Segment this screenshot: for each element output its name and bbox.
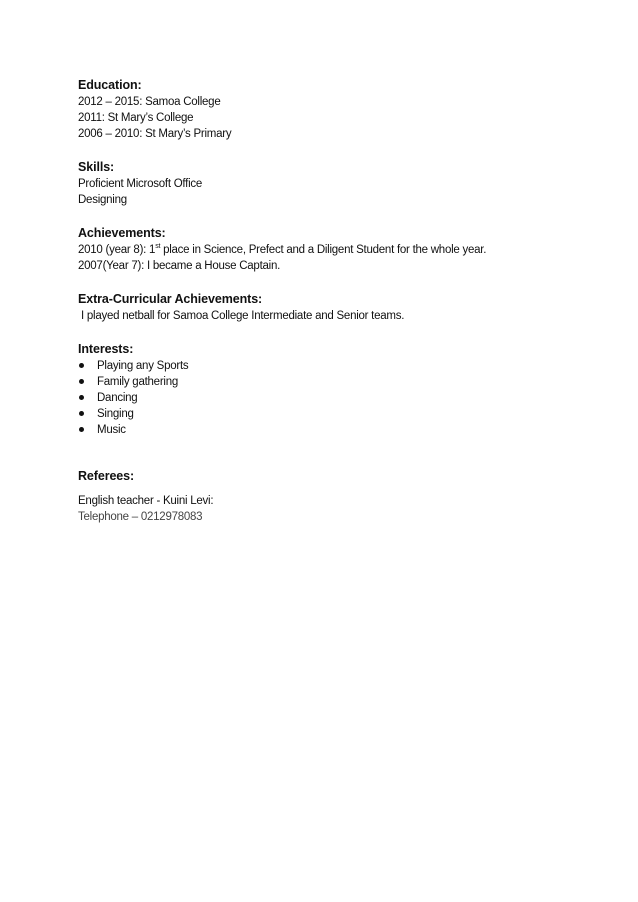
achievement-line xyxy=(78,242,578,258)
interest-label: Music xyxy=(97,424,126,436)
list-item xyxy=(78,406,578,422)
referees-heading: Referees: xyxy=(78,469,135,483)
list-item xyxy=(78,374,578,390)
ordinal-suffix: st xyxy=(155,243,161,251)
list-item xyxy=(78,390,578,406)
referee-name: English teacher - Kuini Levi: xyxy=(78,495,214,507)
interests-list xyxy=(78,358,578,438)
interests-section xyxy=(78,341,578,438)
bullet-icon xyxy=(79,427,84,432)
skills-line: Designing xyxy=(78,194,127,206)
extra-curricular-line: I played netball for Samoa College Intermediate and Senior teams. xyxy=(81,310,405,322)
education-line: 2006 – 2010: St Mary’s Primary xyxy=(78,128,232,140)
achievement-line: 2007(Year 7): I became a House Captain. xyxy=(78,260,281,272)
bullet-icon xyxy=(79,379,84,384)
education-line: 2011: St Mary’s College xyxy=(78,112,194,124)
interest-label: Family gathering xyxy=(97,376,179,388)
interest-label: Playing any Sports xyxy=(97,360,189,372)
interest-label: Singing xyxy=(97,408,134,420)
bullet-icon xyxy=(79,363,84,368)
education-section xyxy=(78,77,578,142)
skills-line: Proficient Microsoft Office xyxy=(78,178,203,190)
interest-label: Dancing xyxy=(97,392,138,404)
achievement-line-prefix: 2010 (year 8): 1 xyxy=(78,244,156,256)
interests-heading: Interests: xyxy=(78,342,134,356)
resume-content xyxy=(78,77,578,525)
skills-heading: Skills: xyxy=(78,160,115,174)
list-item xyxy=(78,358,578,374)
referees-section xyxy=(78,468,578,525)
achievements-section xyxy=(78,225,578,274)
education-line: 2012 – 2015: Samoa College xyxy=(78,96,221,108)
extra-curricular-heading: Extra-Curricular Achievements: xyxy=(78,292,263,306)
list-item xyxy=(78,422,578,438)
achievement-line-suffix: place in Science, Prefect and a Diligent Student for the whole year. xyxy=(160,244,487,256)
skills-section xyxy=(78,159,578,208)
bullet-icon xyxy=(79,395,84,400)
bullet-icon xyxy=(79,411,84,416)
achievements-heading: Achievements: xyxy=(78,226,166,240)
referee-phone: Telephone – 0212978083 xyxy=(78,511,203,523)
extra-curricular-section xyxy=(78,291,578,324)
education-heading: Education: xyxy=(78,78,142,92)
